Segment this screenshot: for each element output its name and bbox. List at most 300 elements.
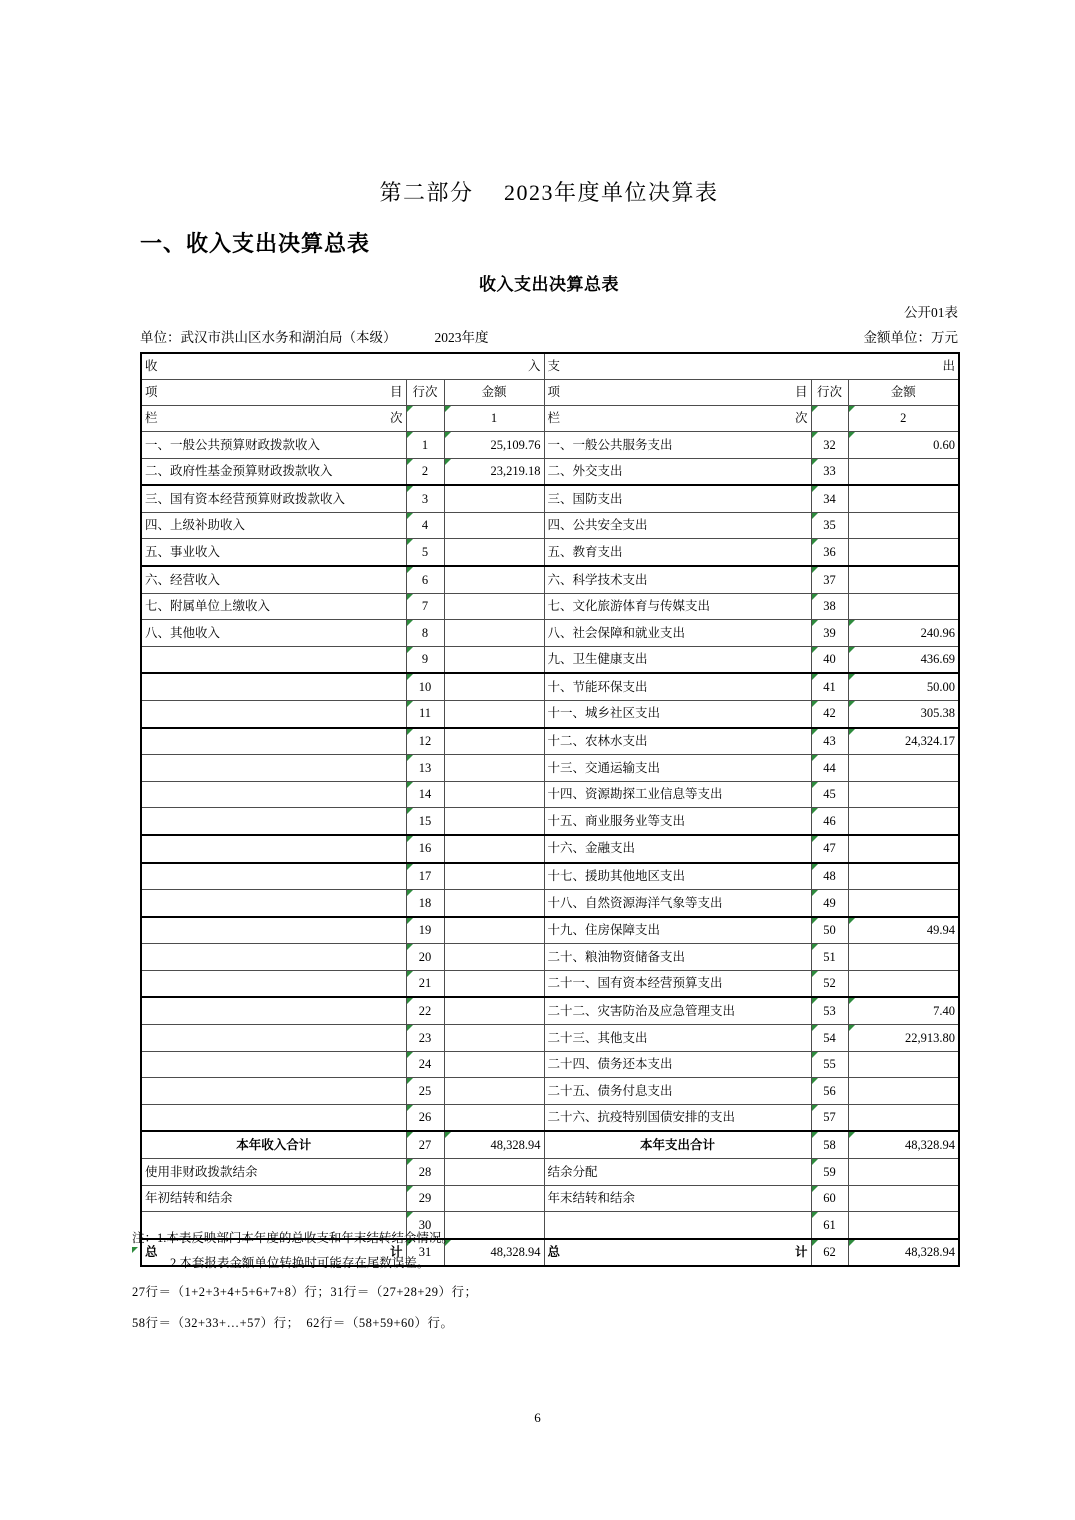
income-rowno-cell (406, 539, 444, 566)
expense-amount-cell (848, 673, 959, 700)
income-item-cell-value: 本年收入合计 (236, 1137, 312, 1152)
cell-flag-icon (812, 864, 818, 870)
cell-flag-icon (407, 406, 413, 412)
income-rowno-cell-value: 11 (418, 706, 432, 721)
cell-flag-icon (849, 729, 855, 735)
income-amount-cell (444, 566, 544, 593)
income-amount-cell (444, 458, 544, 485)
expense-item-header-label-part: 项 (547, 385, 561, 400)
expense-rowno-cell (811, 512, 848, 539)
cell-flag-icon (407, 620, 413, 626)
expense-rowno-cell-value: 41 (823, 679, 836, 694)
income-item-cell (141, 1025, 406, 1052)
income-item-cell-value: 六、经营收入 (145, 572, 221, 587)
cell-flag-icon (407, 513, 413, 519)
table-row (141, 917, 959, 944)
income-item-cell-value: 五、事业收入 (145, 544, 221, 559)
cell-flag-icon (812, 808, 818, 814)
expense-item-cell (544, 539, 811, 566)
expense-amount-cell (848, 700, 959, 727)
expense-rowno-cell-value: 47 (823, 841, 836, 856)
expense-amount-cell (848, 917, 959, 944)
income-rowno-cell-value: 14 (418, 787, 432, 802)
cell-flag-icon (812, 836, 818, 842)
expense-rowno-cell (811, 646, 848, 673)
income-item-cell-label-part: 计 (389, 1245, 403, 1260)
income-item-cell (141, 673, 406, 700)
expense-item-cell-value: 十、节能环保支出 (547, 679, 648, 694)
table-notes (132, 1228, 958, 1331)
expense-section-header-label (548, 360, 956, 373)
cell-flag-icon (407, 944, 413, 950)
income-rowno-cell-value: 22 (418, 1004, 432, 1019)
expense-rowno-cell (811, 835, 848, 863)
cell-flag-icon (445, 406, 451, 412)
cell-flag-icon (812, 729, 818, 735)
expense-amount-cell (848, 620, 959, 647)
income-rowno-cell-value: 13 (418, 760, 432, 775)
income-item-cell-value: 使用非财政拨款结余 (145, 1164, 258, 1179)
income-item-cell (141, 458, 406, 485)
cell-flag-icon (407, 647, 413, 653)
income-amount-cell (444, 728, 544, 755)
income-rowno-cell (406, 593, 444, 620)
expense-item-cell-value: 二十三、其他支出 (547, 1030, 648, 1045)
income-item-cell (141, 485, 406, 512)
income-rowno-cell-value: 12 (418, 734, 432, 749)
expense-item-cell (544, 700, 811, 727)
expense-rowno-cell-value: 58 (823, 1137, 836, 1152)
income-rowno-cell (406, 432, 444, 459)
expense-rowno-cell (811, 620, 848, 647)
expense-rowno-cell (811, 755, 848, 782)
expense-colno-cell (848, 406, 959, 432)
expense-rowno-cell (811, 970, 848, 997)
expense-item-cell-value: 五、教育支出 (547, 544, 623, 559)
expense-section-header-label-part: 出 (942, 359, 955, 374)
income-rowno-cell (406, 620, 444, 647)
expense-amount-cell (848, 890, 959, 917)
expense-item-cell-value: 一、一般公共服务支出 (547, 437, 673, 452)
expense-item-cell (544, 970, 811, 997)
income-amount-cell (444, 890, 544, 917)
income-lanci-header (141, 406, 406, 432)
expense-amount-cell (848, 539, 959, 566)
income-rowno-cell (406, 863, 444, 890)
cell-flag-icon (445, 459, 451, 465)
expense-rowno-cell (811, 1104, 848, 1131)
cell-flag-icon (407, 432, 413, 438)
expense-amount-cell-value: 22,913.80 (905, 1030, 955, 1045)
expense-item-cell (544, 781, 811, 808)
expense-rowno-cell (811, 917, 848, 944)
income-item-cell (141, 1159, 406, 1186)
cell-flag-icon (812, 539, 818, 545)
expense-rowno-cell-value: 45 (823, 787, 836, 802)
income-section-header-label-part: 收 (145, 359, 158, 374)
expense-item-cell (544, 728, 811, 755)
expense-item-cell-value: 十七、援助其他地区支出 (547, 869, 686, 884)
expense-rowno-cell (811, 1185, 848, 1212)
income-rowno-cell-value: 2 (421, 464, 429, 479)
expense-item-cell-value: 二十、粮油物资储备支出 (547, 949, 686, 964)
income-item-cell (141, 432, 406, 459)
expense-item-cell-value: 十二、农林水支出 (547, 734, 648, 749)
cell-flag-icon (812, 432, 818, 438)
expense-item-cell-value: 三、国防支出 (547, 491, 623, 506)
expense-amount-cell (848, 512, 959, 539)
table-row (141, 1185, 959, 1212)
income-rowno-blank (406, 406, 444, 432)
income-rowno-cell-value: 15 (418, 813, 432, 828)
expense-amount-cell (848, 1185, 959, 1212)
expense-item-cell (544, 890, 811, 917)
expense-item-cell (544, 458, 811, 485)
income-amount-cell (444, 1051, 544, 1078)
income-rowno-cell (406, 728, 444, 755)
expense-item-cell (544, 646, 811, 673)
expense-rowno-cell (811, 808, 848, 835)
table-row (141, 863, 959, 890)
income-rowno-cell-value: 7 (421, 599, 429, 614)
expense-rowno-cell (811, 863, 848, 890)
expense-amount-cell-value: 7.40 (933, 1004, 955, 1019)
table-row (141, 728, 959, 755)
income-rowno-cell (406, 512, 444, 539)
table-row (141, 1131, 959, 1158)
expense-rowno-cell-value: 59 (823, 1164, 836, 1179)
income-item-header-label-part: 目 (389, 385, 403, 400)
expense-amount-cell (848, 646, 959, 673)
cell-flag-icon (407, 890, 413, 896)
income-amount-cell (444, 781, 544, 808)
income-rowno-cell (406, 673, 444, 700)
cell-flag-icon (812, 406, 818, 412)
expense-rowno-cell-value: 62 (823, 1245, 836, 1260)
expense-rowno-cell (811, 1051, 848, 1078)
expense-item-cell-value: 结余分配 (547, 1164, 598, 1179)
expense-rowno-cell (811, 485, 848, 512)
expense-item-cell (544, 808, 811, 835)
expense-amount-cell-value: 436.69 (920, 652, 955, 667)
income-item-cell (141, 755, 406, 782)
table-row (141, 781, 959, 808)
expense-amount-header-value: 金额 (890, 385, 916, 400)
table-row (141, 808, 959, 835)
unit-label: 单位：武汉市洪山区水务和湖泊局（本级） (140, 330, 397, 345)
income-amount-cell (444, 512, 544, 539)
expense-rowno-cell-value: 50 (823, 923, 836, 938)
expense-rowno-cell-value: 38 (823, 599, 836, 614)
income-amount-cell-value: 25,109.76 (490, 437, 541, 452)
income-item-cell (141, 917, 406, 944)
income-rowno-cell (406, 1051, 444, 1078)
income-rowno-cell (406, 917, 444, 944)
expense-item-cell-value: 二十一、国有资本经营预算支出 (547, 976, 723, 991)
expense-item-cell-value: 本年支出合计 (639, 1137, 715, 1152)
cell-flag-icon (407, 971, 413, 977)
cell-flag-icon (407, 539, 413, 545)
income-item-cell-value: 一、一般公共预算财政拨款收入 (145, 437, 321, 452)
expense-item-cell-value: 二十五、债务付息支出 (547, 1083, 673, 1098)
income-item-cell (141, 835, 406, 863)
expense-rowno-cell-value: 34 (823, 491, 836, 506)
expense-section-header (544, 353, 959, 380)
table-row (141, 1025, 959, 1052)
income-rowno-cell-value: 29 (418, 1191, 432, 1206)
cell-flag-icon (812, 1025, 818, 1031)
expense-rowno-cell-value: 60 (823, 1191, 836, 1206)
expense-item-cell-value: 八、社会保障和就业支出 (547, 625, 686, 640)
income-amount-cell (444, 997, 544, 1024)
table-row (141, 890, 959, 917)
income-rowno-cell-value: 1 (421, 437, 429, 452)
income-amount-cell (444, 1131, 544, 1158)
expense-amount-cell (848, 781, 959, 808)
income-rowno-cell (406, 1025, 444, 1052)
cell-flag-icon (849, 674, 855, 680)
table-row (141, 997, 959, 1024)
income-rowno-cell-value: 26 (418, 1110, 432, 1125)
cell-flag-icon (407, 567, 413, 573)
income-rowno-cell (406, 970, 444, 997)
table-meta-line (140, 326, 958, 346)
income-rowno-cell (406, 835, 444, 863)
income-rowno-cell-value: 5 (421, 544, 429, 559)
income-colno-cell-value: 1 (490, 411, 498, 426)
income-item-cell-value: 七、附属单位上缴收入 (145, 599, 271, 614)
income-lanci-header-label (145, 412, 403, 425)
table-row (141, 539, 959, 566)
table-row (141, 620, 959, 647)
expense-amount-cell (848, 835, 959, 863)
table-row (141, 944, 959, 971)
expense-rowno-cell-value: 43 (823, 734, 836, 749)
income-rowno-cell (406, 1078, 444, 1105)
summary-table (140, 352, 960, 1267)
cell-flag-icon (812, 1159, 818, 1165)
income-amount-header-value: 金额 (481, 385, 507, 400)
table-row (141, 512, 959, 539)
expense-amount-cell (848, 755, 959, 782)
table-row (141, 432, 959, 459)
expense-amount-cell (848, 970, 959, 997)
income-item-cell-value: 二、政府性基金预算财政拨款收入 (145, 464, 333, 479)
cell-flag-icon (407, 1212, 413, 1218)
cell-flag-icon (407, 755, 413, 761)
expense-rowno-blank (811, 406, 848, 432)
income-item-cell-value: 四、上级补助收入 (145, 518, 246, 533)
income-item-cell (141, 970, 406, 997)
income-amount-cell (444, 808, 544, 835)
expense-item-cell (544, 512, 811, 539)
expense-rowno-header (811, 380, 848, 406)
income-colno-cell (444, 406, 544, 432)
income-amount-cell (444, 970, 544, 997)
income-item-cell (141, 620, 406, 647)
expense-rowno-cell (811, 1025, 848, 1052)
expense-item-cell-value: 二十二、灾害防治及应急管理支出 (547, 1004, 736, 1019)
table-row (141, 485, 959, 512)
cell-flag-icon (812, 647, 818, 653)
table-row (141, 835, 959, 863)
income-amount-cell (444, 863, 544, 890)
cell-flag-icon (812, 459, 818, 465)
cell-flag-icon (812, 1078, 818, 1084)
income-item-cell (141, 1051, 406, 1078)
expense-rowno-cell (811, 566, 848, 593)
expense-section-header-label-part: 支 (547, 359, 561, 374)
table-row (141, 566, 959, 593)
income-amount-cell (444, 1185, 544, 1212)
expense-rowno-cell-value: 44 (823, 760, 836, 775)
expense-amount-cell (848, 1051, 959, 1078)
fiscal-year-label: 2023年度 (434, 330, 489, 345)
cell-flag-icon (849, 701, 855, 707)
cell-flag-icon (407, 1159, 413, 1165)
expense-lanci-header-label-part: 次 (794, 411, 808, 426)
expense-rowno-cell-value: 40 (823, 652, 836, 667)
income-rowno-cell-value: 9 (421, 652, 429, 667)
expense-lanci-header-label (548, 412, 808, 425)
expense-item-cell-value: 年末结转和结余 (547, 1191, 636, 1206)
expense-amount-cell (848, 1078, 959, 1105)
cell-flag-icon (132, 1247, 138, 1253)
expense-amount-cell-value: 48,328.94 (905, 1245, 955, 1260)
expense-item-cell-label-part: 计 (794, 1245, 808, 1260)
expense-item-cell-value: 六、科学技术支出 (547, 572, 648, 587)
income-amount-cell (444, 432, 544, 459)
expense-rowno-cell (811, 700, 848, 727)
income-amount-cell (444, 620, 544, 647)
cell-flag-icon (407, 864, 413, 870)
income-item-cell (141, 1104, 406, 1131)
expense-item-cell (544, 1025, 811, 1052)
cell-flag-icon (445, 1132, 451, 1138)
expense-amount-cell (848, 593, 959, 620)
expense-item-cell-value: 九、卫生健康支出 (547, 652, 648, 667)
expense-rowno-cell (811, 944, 848, 971)
cell-flag-icon (812, 674, 818, 680)
page-number: 6 (534, 1410, 541, 1425)
income-rowno-cell (406, 890, 444, 917)
income-rowno-cell-value: 23 (418, 1030, 432, 1045)
expense-rowno-cell-value: 57 (823, 1110, 836, 1125)
expense-item-cell-value: 十八、自然资源海洋气象等支出 (547, 895, 723, 910)
expense-item-cell (544, 673, 811, 700)
income-rowno-cell (406, 458, 444, 485)
income-item-cell (141, 700, 406, 727)
income-amount-cell (444, 944, 544, 971)
income-amount-cell-value: 48,328.94 (490, 1245, 541, 1260)
income-item-cell (141, 1131, 406, 1158)
income-item-cell (141, 728, 406, 755)
income-rowno-cell-value: 25 (418, 1083, 432, 1098)
cell-flag-icon (407, 701, 413, 707)
income-item-cell (141, 539, 406, 566)
cell-flag-icon (407, 782, 413, 788)
expense-item-cell (544, 944, 811, 971)
expense-amount-cell (848, 432, 959, 459)
income-amount-cell (444, 1078, 544, 1105)
income-rowno-cell-value: 6 (421, 572, 429, 587)
cell-flag-icon (407, 998, 413, 1004)
income-rowno-cell-value: 18 (418, 895, 432, 910)
expense-item-cell-value: 七、文化旅游体育与传媒支出 (547, 599, 711, 614)
income-item-cell (141, 944, 406, 971)
expense-rowno-cell-value: 48 (823, 869, 836, 884)
expense-amount-cell (848, 1159, 959, 1186)
expense-rowno-cell-value: 49 (823, 895, 836, 910)
cell-flag-icon (407, 459, 413, 465)
expense-amount-cell (848, 458, 959, 485)
expense-item-cell (544, 863, 811, 890)
income-item-header-label-part: 项 (145, 385, 158, 400)
income-amount-cell (444, 646, 544, 673)
expense-item-cell (544, 755, 811, 782)
table-row (141, 1051, 959, 1078)
expense-item-cell (544, 1131, 811, 1158)
income-section-header (141, 353, 544, 380)
income-rowno-cell-value: 3 (421, 491, 429, 506)
income-rowno-cell (406, 566, 444, 593)
income-rowno-cell (406, 755, 444, 782)
income-item-header-label (145, 386, 403, 399)
income-section-header-label (145, 360, 541, 373)
cell-flag-icon (849, 406, 855, 412)
expense-rowno-cell (811, 997, 848, 1024)
cell-flag-icon (812, 567, 818, 573)
expense-item-cell-value: 十五、商业服务业等支出 (547, 813, 686, 828)
cell-flag-icon (407, 1025, 413, 1031)
cell-flag-icon (812, 1052, 818, 1058)
expense-item-cell (544, 1159, 811, 1186)
formula-line-2: 58行＝（32+33+…+57）行； 62行＝（58+59+60）行。 (132, 1316, 454, 1330)
expense-item-cell (544, 835, 811, 863)
income-lanci-header-label-part: 次 (389, 411, 403, 426)
section-heading: 一、收入支出决算总表 (140, 231, 371, 256)
cell-flag-icon (812, 918, 818, 924)
cell-flag-icon (407, 1078, 413, 1084)
expense-item-cell (544, 620, 811, 647)
income-rowno-cell-value: 30 (418, 1217, 432, 1232)
cell-flag-icon (849, 1025, 855, 1031)
income-rowno-cell (406, 1159, 444, 1186)
income-amount-cell-value: 48,328.94 (490, 1137, 541, 1152)
cell-flag-icon (812, 755, 818, 761)
table-row (141, 458, 959, 485)
expense-item-cell (544, 566, 811, 593)
income-rowno-cell (406, 997, 444, 1024)
expense-rowno-cell-value: 61 (823, 1217, 836, 1232)
income-item-cell (141, 997, 406, 1024)
cell-flag-icon (812, 944, 818, 950)
income-rowno-cell-value: 28 (418, 1164, 432, 1179)
cell-flag-icon (407, 729, 413, 735)
expense-item-cell-label-part: 总 (547, 1245, 561, 1260)
income-item-cell-value: 年初结转和结余 (145, 1191, 233, 1206)
expense-rowno-cell-value: 46 (823, 813, 836, 828)
expense-rowno-cell-value: 33 (823, 464, 836, 479)
expense-item-cell (544, 1051, 811, 1078)
income-item-cell (141, 566, 406, 593)
summary-table-body (141, 353, 959, 1266)
cell-flag-icon (812, 971, 818, 977)
table-title: 收入支出决算总表 (479, 275, 619, 294)
expense-rowno-cell-value: 32 (823, 437, 836, 452)
income-amount-cell-value: 23,219.18 (490, 464, 541, 479)
income-amount-cell (444, 593, 544, 620)
